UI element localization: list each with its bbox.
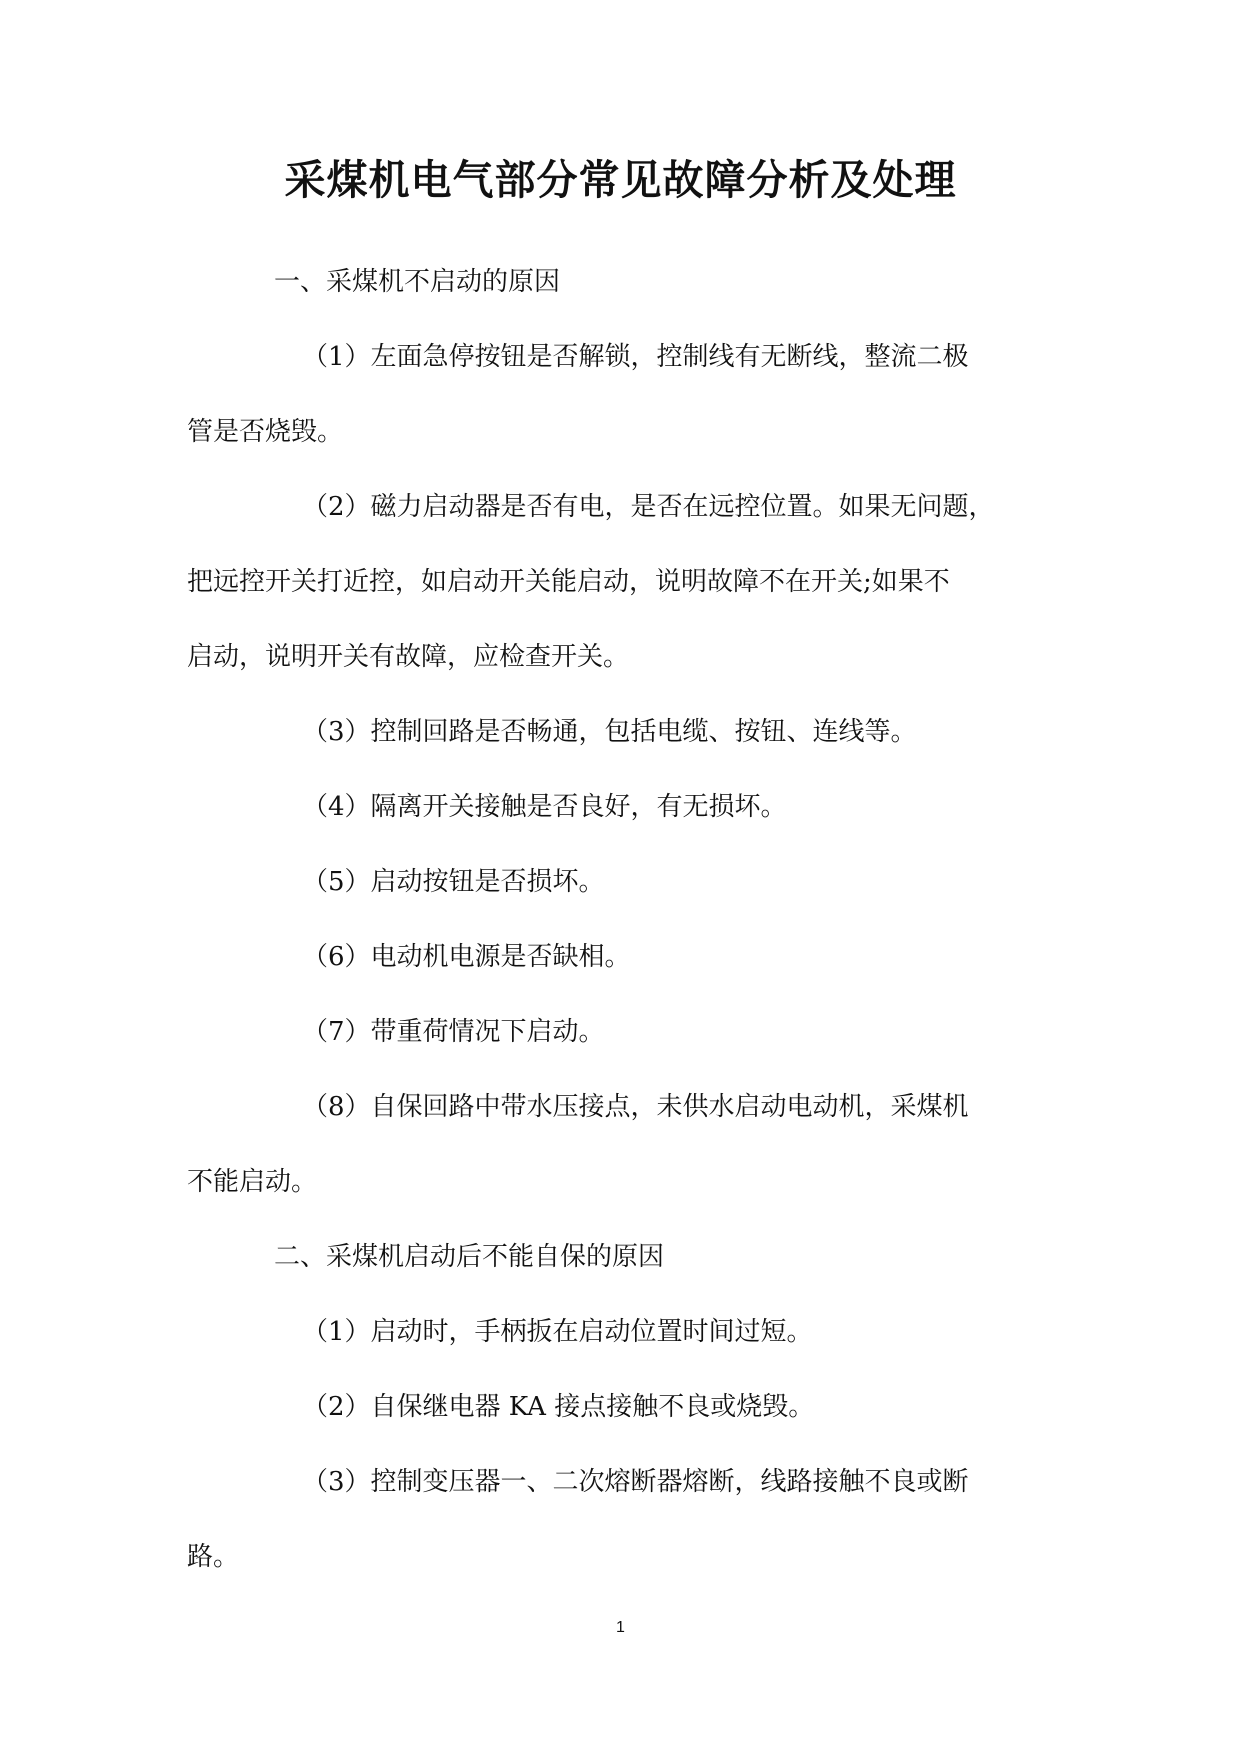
- section1-item1-line2: 管是否烧毁。: [187, 417, 344, 447]
- section1-item3: （3）控制回路是否畅通，包括电缆、按钮、连线等。: [302, 717, 917, 747]
- section1-item5: （5）启动按钮是否损坏。: [302, 867, 605, 897]
- section2-item1: （1）启动时，手柄扳在启动位置时间过短。: [302, 1317, 813, 1347]
- section1-item1-line1: （1）左面急停按钮是否解锁，控制线有无断线，整流二极: [302, 342, 969, 372]
- section2-item3-line1: （3）控制变压器一、二次熔断器熔断，线路接触不良或断: [302, 1467, 969, 1497]
- section2-item3-line2: 路。: [187, 1542, 240, 1572]
- section1-item4: （4）隔离开关接触是否良好，有无损坏。: [302, 792, 787, 822]
- section1-item8-line2: 不能启动。: [187, 1167, 318, 1197]
- section1-item2-line3: 启动，说明开关有故障，应检查开关。: [187, 642, 630, 672]
- document-title: 采煤机电气部分常见故障分析及处理: [284, 156, 957, 204]
- page-number: 1: [616, 1619, 625, 1636]
- section1-item6: （6）电动机电源是否缺相。: [302, 942, 631, 972]
- section2-item2: （2）自保继电器 KA 接点接触不良或烧毁。: [302, 1392, 815, 1422]
- section1-item7: （7）带重荷情况下启动。: [302, 1017, 605, 1047]
- section1-item2-line1: （2）磁力启动器是否有电，是否在远控位置。如果无问题，: [302, 492, 995, 522]
- section-heading-1: 一、采煤机不启动的原因: [274, 267, 561, 297]
- section1-item2-line2: 把远控开关打近控，如启动开关能启动，说明故障不在开关;如果不: [187, 567, 950, 597]
- section1-item8-line1: （8）自保回路中带水压接点，未供水启动电动机，采煤机: [302, 1092, 969, 1122]
- section-heading-2: 二、采煤机启动后不能自保的原因: [274, 1242, 665, 1272]
